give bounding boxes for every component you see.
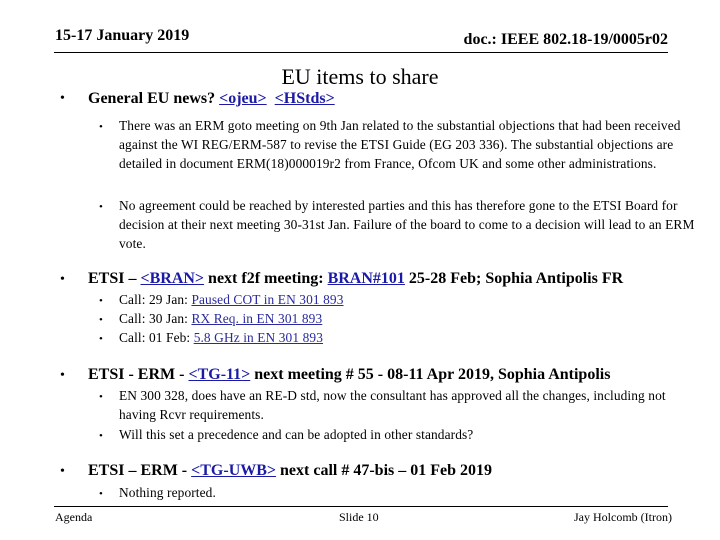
bullet-icon: • — [99, 201, 103, 213]
footer-slide-number: Slide 10 — [339, 510, 379, 524]
section-label: next call # 47-bis – 01 Feb 2019 — [276, 462, 493, 479]
bullet-icon: • — [99, 430, 103, 442]
section-etsi-erm-tguwb — [88, 462, 492, 480]
section-label: 25-28 Feb; Sophia Antipolis FR — [404, 270, 624, 287]
bran-link[interactable]: <BRAN> — [140, 270, 205, 287]
bullet-icon: • — [60, 91, 65, 106]
rx-req-link[interactable]: RX Req. in EN 301 893 — [191, 311, 323, 326]
call-item — [119, 328, 323, 348]
tg11-link[interactable]: <TG-11> — [188, 366, 251, 383]
section-label: next f2f meeting: — [204, 270, 328, 287]
header-date: 15-17 January 2019 — [55, 27, 190, 44]
bullet-icon: • — [99, 314, 103, 326]
header-doc-id: doc.: IEEE 802.18-19/0005r02 — [463, 31, 668, 48]
section-etsi-bran — [88, 270, 623, 288]
bullet-icon: • — [99, 121, 103, 133]
footer-author: Jay Holcomb (Itron) — [574, 510, 672, 524]
hstds-link[interactable]: <HStds> — [274, 90, 335, 107]
en300328-text: EN 300 328, does have an RE-D std, now the consultant has approved all the changes, including not having Rcvr requirements. — [119, 388, 666, 422]
bullet-icon: • — [60, 368, 65, 383]
section-etsi-erm-tg11 — [88, 366, 610, 384]
section-label: ETSI – — [88, 270, 141, 287]
section-label: ETSI - ERM - — [88, 366, 189, 383]
bullet-icon: • — [99, 333, 103, 345]
header-divider — [54, 52, 668, 53]
ghz-link[interactable]: 5.8 GHz in EN 301 893 — [193, 330, 323, 345]
section-label: General EU news? — [88, 90, 220, 107]
section-label: ETSI – ERM - — [88, 462, 192, 479]
etsi-board-text: No agreement could be reached by interested parties and this has therefore gone to the ETSI Board for decision at their next meeting 30-31st Jan. Failure of the board to come to a decision will lead to an ERM vote. — [119, 198, 695, 251]
bran-101-link[interactable]: BRAN#101 — [327, 270, 405, 287]
paused-cot-link[interactable]: Paused COT in EN 301 893 — [191, 292, 344, 307]
footer-divider — [54, 506, 668, 507]
bullet-icon: • — [60, 272, 65, 287]
section-general-eu-news — [88, 90, 335, 108]
slide-title: EU items to share — [281, 64, 439, 89]
call-date: Call: 29 Jan: — [119, 292, 192, 307]
tg-uwb-link[interactable]: <TG-UWB> — [191, 462, 277, 479]
footer-agenda: Agenda — [55, 510, 93, 524]
call-item — [119, 290, 344, 310]
call-date: Call: 30 Jan: — [119, 311, 192, 326]
bullet-icon: • — [60, 464, 65, 479]
erm-meeting-text: There was an ERM goto meeting on 9th Jan related to the substantial objections that had been received against the WI REG/ERM-587 to revise the ETSI Guide (EG 203 336). The substantial objections are detailed in document ERM(18)000019r2 from France, Ofcom UK and some other administrations. — [119, 118, 681, 171]
precedence-text: Will this set a precedence and can be adopted in other standards? — [119, 427, 474, 442]
call-date: Call: 01 Feb: — [119, 330, 194, 345]
section-label: next meeting # 55 - 08-11 Apr 2019, Sophia Antipolis — [250, 366, 611, 383]
bullet-icon: • — [99, 391, 103, 403]
nothing-reported-text: Nothing reported. — [119, 485, 216, 500]
bullet-icon: • — [99, 488, 103, 500]
ojeu-link[interactable]: <ojeu> — [219, 90, 267, 107]
bullet-icon: • — [99, 295, 103, 307]
call-item — [119, 309, 322, 329]
